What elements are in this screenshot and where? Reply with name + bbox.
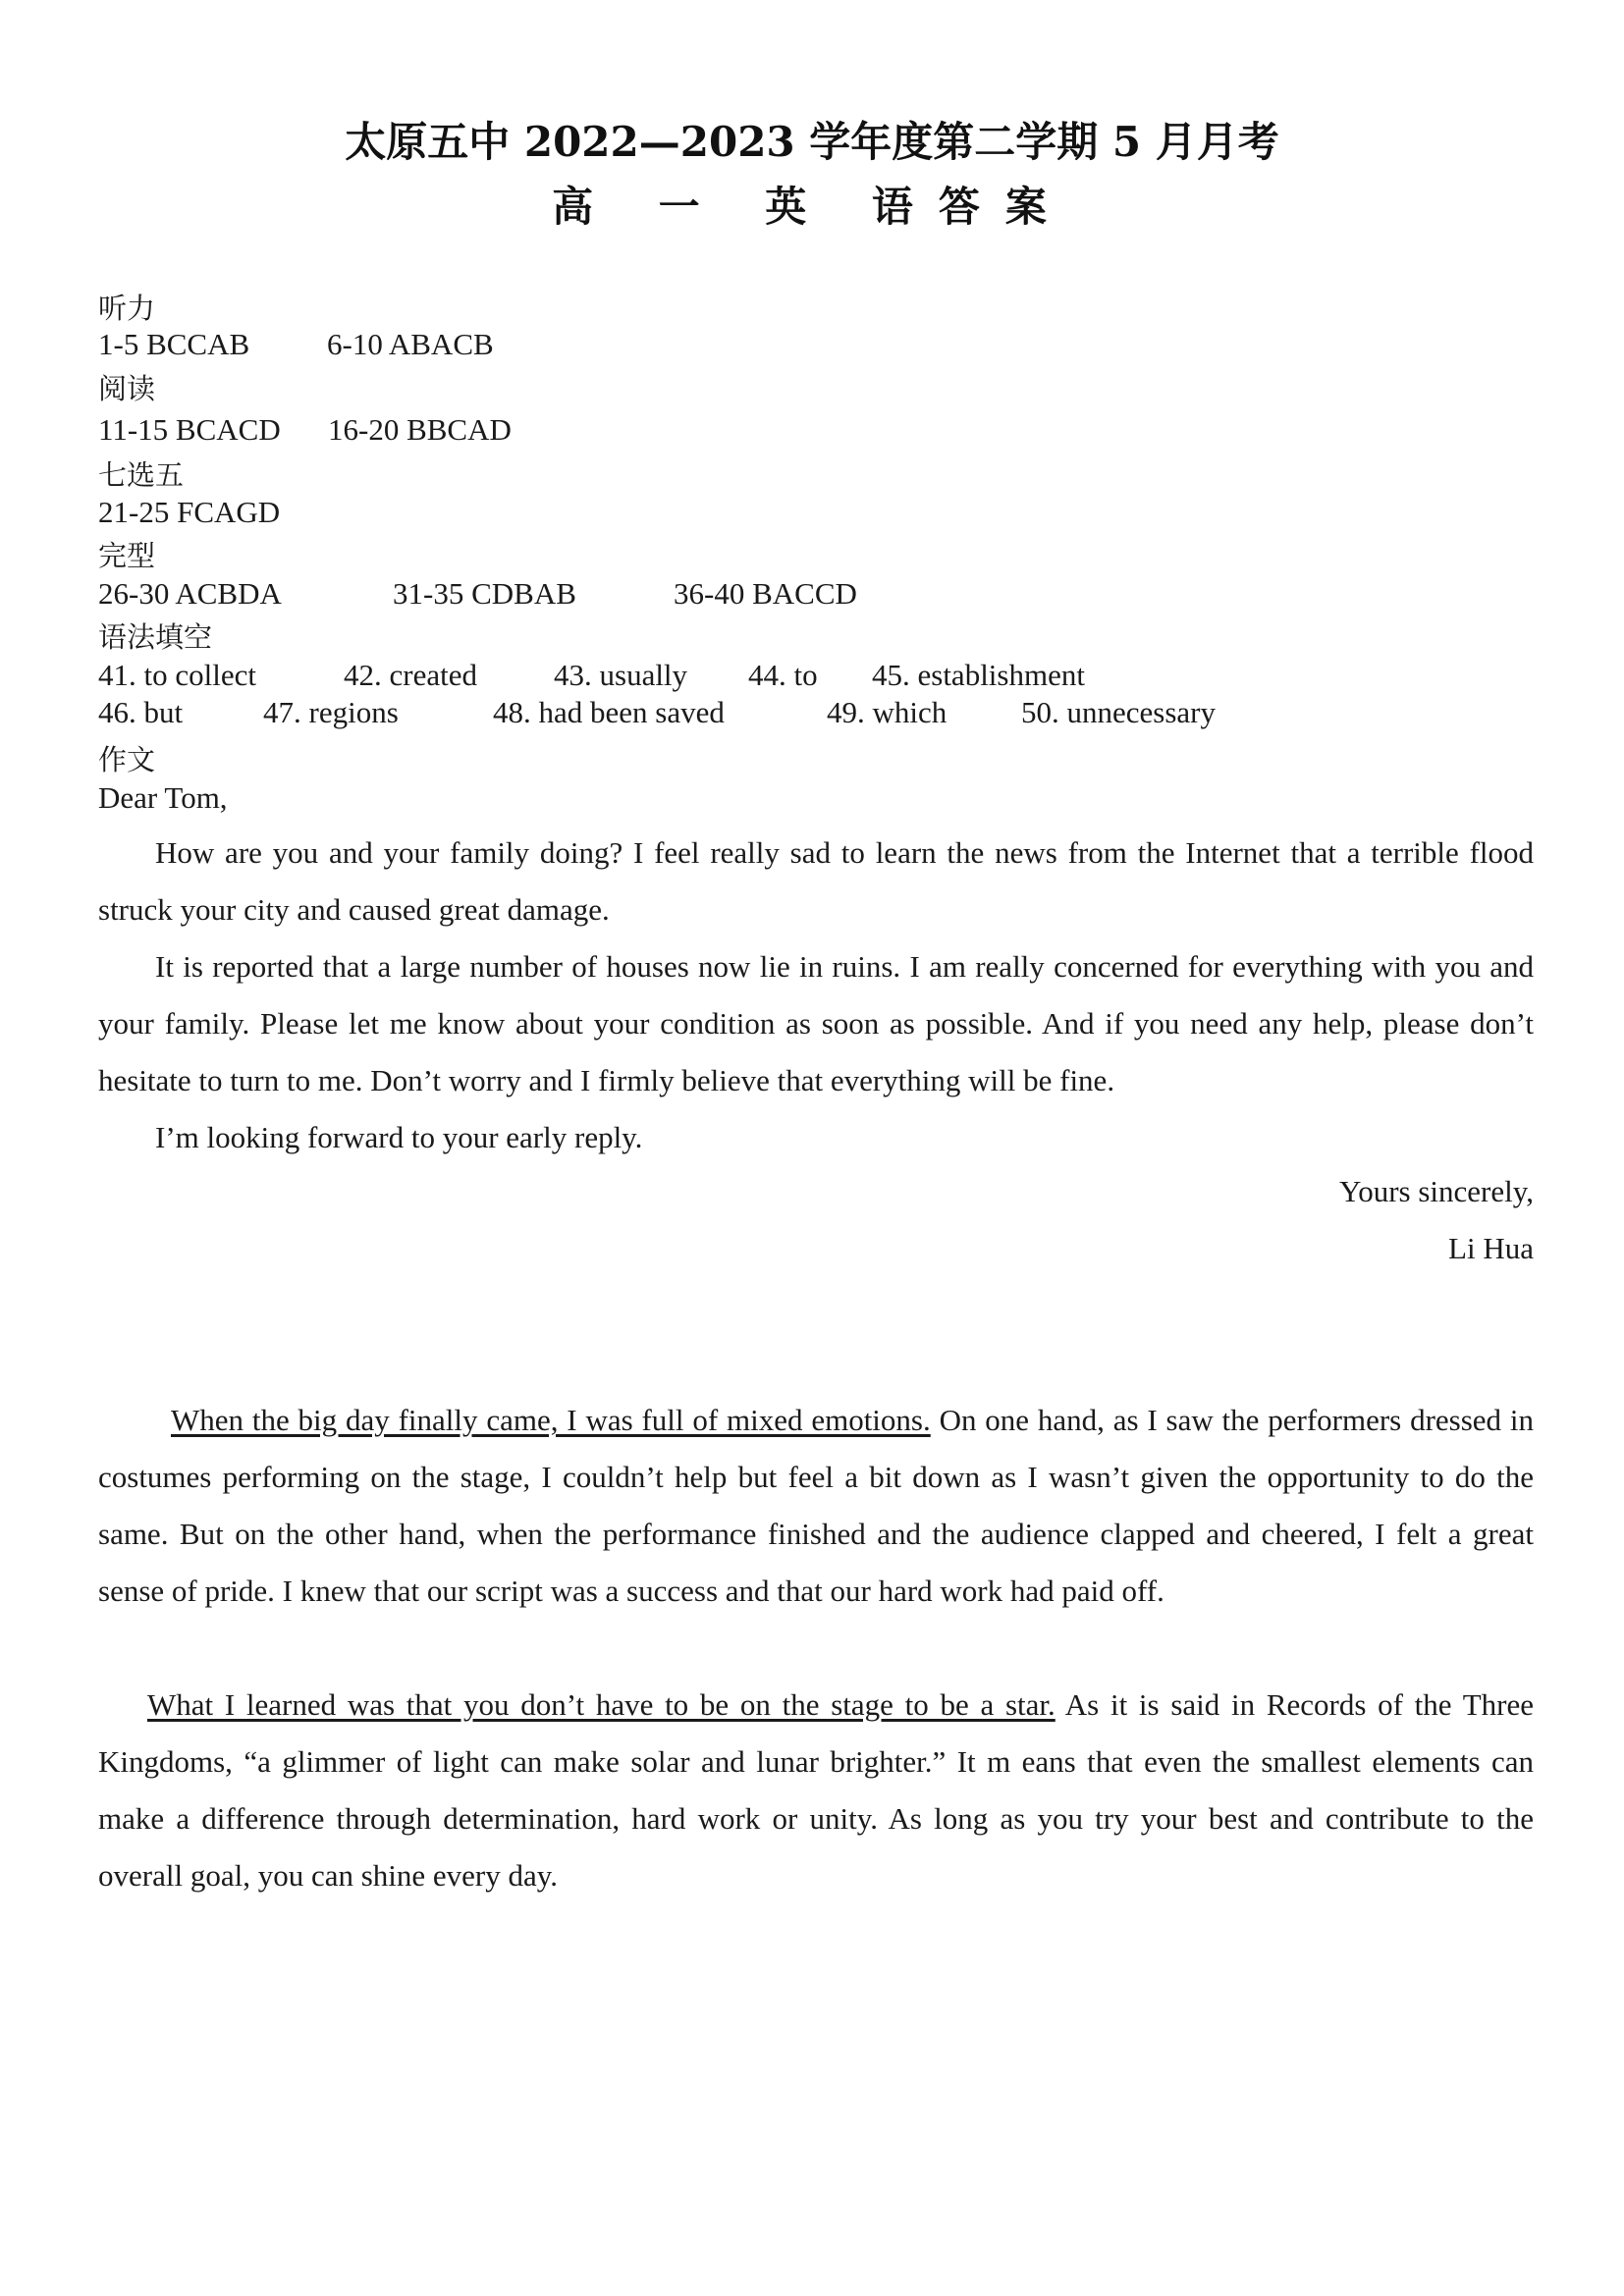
answer-grammar-47: 47. regions xyxy=(263,695,399,729)
answer-grammar-43: 43. usually xyxy=(554,658,688,692)
letter-signature: Li Hua xyxy=(1448,1231,1534,1265)
answer-cloze-2: 31-35 CDBAB xyxy=(393,576,576,611)
section-label-reading: 阅读 xyxy=(98,372,156,405)
answer-grammar-46: 46. but xyxy=(98,695,184,729)
continuation-paragraph-1-body: On one hand, as I saw the performers dressed in costumes performing on the stage, I couldn’t help but feel a bit down as I wasn’t given the opportunity to do the same. But on the other hand, when the performance finished and the audience clapped and cheered, I felt a great sense of pride. I knew that our script was a success and that our hard work had paid off. xyxy=(98,1403,1534,1608)
continuation-paragraph-2 xyxy=(98,1677,1534,1904)
section-label-writing: 作文 xyxy=(98,743,156,776)
continuation-paragraph-2-topic-sentence: What I learned was that you don’t have to be on the stage to be a star. xyxy=(147,1687,1056,1722)
answer-cloze-1: 26-30 ACBDA xyxy=(98,576,282,611)
answer-grammar-42: 42. created xyxy=(344,658,477,692)
answer-grammar-48: 48. had been saved xyxy=(493,695,725,729)
answer-reading-2: 16-20 BBCAD xyxy=(328,412,512,447)
answer-grammar-49: 49. which xyxy=(827,695,947,729)
answer-grammar-44: 44. to xyxy=(748,658,818,692)
letter-paragraph-1: How are you and your family doing? I feel really sad to learn the news from the Internet that a terrible flood struck your city and caused great damage. xyxy=(98,835,1534,927)
answer-reading-1: 11-15 BCACD xyxy=(98,412,281,447)
continuation-paragraph-1-topic-sentence: When the big day finally came, I was full of mixed emotions. xyxy=(171,1403,931,1437)
answer-seven-five-1: 21-25 FCAGD xyxy=(98,495,281,529)
answer-grammar-41: 41. to collect xyxy=(98,658,256,692)
letter-paragraph-3: I’m looking forward to your early reply. xyxy=(155,1120,643,1154)
continuation-paragraph-2-body: As it is said in Records of the Three Kingdoms, “a glimmer of light can make solar and lunar brighter.” It m eans that even the smallest elements can make a difference through determination, hard work or unity. As long as you try your best and contribute to the overall goal, you can shine every day. xyxy=(98,1687,1534,1893)
page-subtitle: 高 一 英 语答案 xyxy=(552,183,1072,231)
letter-greeting: Dear Tom, xyxy=(98,780,228,815)
answer-listening-2: 6-10 ABACB xyxy=(327,327,494,361)
section-label-cloze: 完型 xyxy=(98,539,156,572)
answer-grammar-50: 50. unnecessary xyxy=(1021,695,1216,729)
answer-grammar-45: 45. establishment xyxy=(872,658,1085,692)
section-label-listening: 听力 xyxy=(98,292,156,325)
section-label-grammar: 语法填空 xyxy=(98,620,213,654)
answer-cloze-3: 36-40 BACCD xyxy=(674,576,857,611)
letter-paragraph-2: It is reported that a large number of houses now lie in ruins. I am really concerned for everything with you and your family. Please let me know about your condition as soon as possible. And if you need any help, please don’t hesitate to turn to me. Don’t worry and I firmly believe that everything will be fine. xyxy=(98,949,1534,1097)
answer-listening-1: 1-5 BCCAB xyxy=(98,327,250,361)
section-label-seven-five: 七选五 xyxy=(98,458,185,492)
letter-closing: Yours sincerely, xyxy=(1338,1174,1534,1208)
continuation-paragraph-1 xyxy=(98,1392,1534,1620)
page-title: 太原五中 2022—2023 学年度第二学期 5 月月考 xyxy=(345,118,1279,166)
